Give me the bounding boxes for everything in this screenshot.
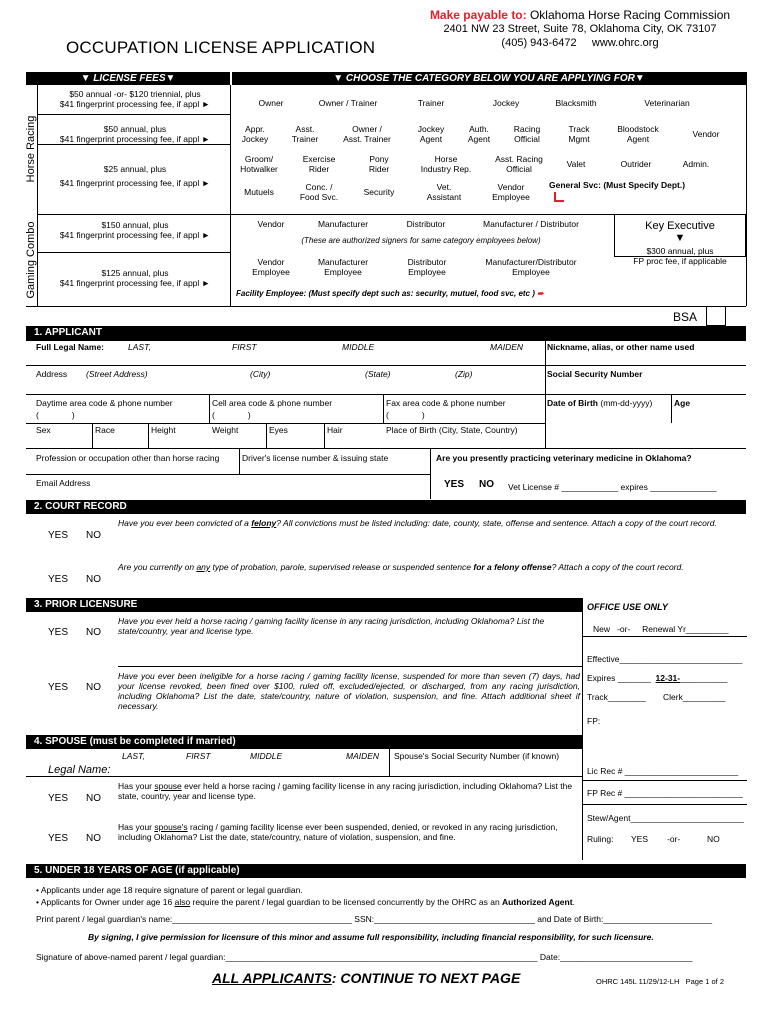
street-label: (Street Address) [86,369,148,379]
side-label-horse-racing: Horse Racing [24,85,38,214]
office-fp[interactable]: FP: [587,716,601,726]
middle-name-label: MIDDLE [342,342,375,352]
category-owner[interactable]: Owner [258,98,284,108]
prior-q1-no[interactable]: NO [86,627,101,638]
fee-appr-jockey: $50 annual, plus $41 fingerprint processing fee, if appl ► [59,124,211,144]
office-ruling-yes[interactable]: YES [631,834,649,844]
category-exercise-rider[interactable]: Exercise Rider [302,154,336,174]
category-mutuels[interactable]: Mutuels [244,187,274,197]
gaming-facility-employee[interactable]: Facility Employee: (Must specify dept such as: security, mutuel, food svc, etc ) ➨ [236,289,544,298]
minor-bullet-2: • Applicants for Owner under age 16 also require the parent / legal guardian to be licensed concurrently by the OHRC as an Authorized Agent. [36,897,575,907]
full-legal-name-label: Full Legal Name: [36,342,105,352]
office-ruling-no[interactable]: NO [707,834,720,844]
form-id: OHRC 145L 11/29/12-LH Page 1 of 2 [596,977,724,986]
fax-label: Fax area code & phone number [386,398,506,408]
office-track[interactable]: Track________ [587,692,646,702]
spouse-q2-no[interactable]: NO [86,833,101,844]
profession-label: Profession or occupation other than horse racing [36,453,220,463]
vet-practice-question: Are you presently practicing veterinary medicine in Oklahoma? [436,453,692,463]
form-title: OCCUPATION LICENSE APPLICATION [66,38,376,57]
category-general-svc[interactable]: General Svc: (Must Specify Dept.) [549,180,686,190]
full-legal-name-field[interactable] [26,340,544,365]
commission-address: 2401 NW 23 Street, Suite 78, Oklahoma City, OK 73107 [443,23,717,35]
spouse-suspended-question: Has your spouse's racing / gaming facility license ever been suspended, denied, or revoked in any racing jurisdiction, including Oklahoma? List the date, state/country, nature of violation, suspension, and fine. [118,822,558,842]
maiden-name-label: MAIDEN [490,342,524,352]
category-bloodstock-agent[interactable]: Bloodstock Agent [617,124,659,144]
category-conc-food-svc[interactable]: Conc. / Food Svc. [299,182,339,202]
category-vendor[interactable]: Vendor [692,129,720,139]
age-label: Age [674,398,691,408]
prior-q2-no[interactable]: NO [86,682,101,693]
section-prior-header: 3. PRIOR LICENSURE [26,598,582,612]
prior-q2-yes[interactable]: YES [48,682,69,693]
court-felony-question: Have you ever been convicted of a felony? All convictions must be listed including: date, county, state, offense and sentence. Attach a copy of the court record. [118,518,717,528]
category-horse-industry-rep[interactable]: Horse Industry Rep. [420,154,472,174]
sex-label: Sex [36,425,51,435]
daytime-phone-field[interactable]: ( ) [36,410,75,420]
gaming-distributor[interactable]: Distributor [406,219,446,229]
payable-org: Oklahoma Horse Racing Commission [526,8,731,22]
category-veterinarian[interactable]: Veterinarian [644,98,690,108]
spouse-middle-label: MIDDLE [250,751,283,761]
court-q2-yes[interactable]: YES [48,574,69,585]
prior-q1-yes[interactable]: YES [48,627,69,638]
fee-groom: $25 annual, plus $41 fingerprint processing fee, if appl ► [59,164,211,188]
category-header: ▼ CHOOSE THE CATEGORY BELOW YOU ARE APPLYING FOR▼ [232,72,746,85]
prior-held-question: Have you ever held a horse racing / gaming facility license in any racing jurisdiction, including Oklahoma? List the state/country, year and license type. [118,616,545,636]
category-security[interactable]: Security [363,187,395,197]
prior-ineligible-question: Have you ever been ineligible for a horse racing / gaming facility license, suspended for more than seven (7) days, had your license revoked, been fined over $100, ruled off, excluded/ejected, or discharged, from any racing jurisdiction, including Oklahoma? List the date, state/country, nature of violation, suspension, and fine. Attach additional sheet if necessary. [118,671,580,711]
address-field[interactable] [26,365,544,394]
fee-vendor: $150 annual, plus $41 fingerprint processing fee, if appl ► [59,220,211,240]
zip-label: (Zip) [455,369,473,379]
section-applicant-header: 1. APPLICANT [26,326,746,340]
vet-yes-option[interactable]: YES [444,479,465,490]
office-expires[interactable]: Expires _______ 12-31-__________ [587,673,728,683]
category-groom-hotwalker[interactable]: Groom/ Hotwalker [240,154,278,174]
category-trainer[interactable]: Trainer [417,98,445,108]
gaming-distributor-employee[interactable]: Distributor Employee [407,257,447,277]
category-vendor-employee[interactable]: Vendor Employee [492,182,530,202]
gaming-vendor-employee[interactable]: Vendor Employee [252,257,290,277]
guardian-name-ssn-dob-field[interactable]: Print parent / legal guardian's name:______________________________________ SSN:__________________________________ and Date of Birth:_______________________ [36,914,713,924]
gaming-vendor[interactable]: Vendor [257,219,285,229]
height-label: Height [151,425,176,435]
spouse-maiden-label: MAIDEN [346,751,380,761]
category-owner-asst-trainer[interactable]: Owner / Asst. Trainer [343,124,391,144]
spouse-q1-no[interactable]: NO [86,793,101,804]
spouse-legal-name-field[interactable] [110,762,388,776]
bsa-label: BSA [673,310,698,324]
key-executive-arrow-icon: ▼ [674,232,686,244]
office-use-title: OFFICE USE ONLY [587,602,668,612]
court-q1-yes[interactable]: YES [48,530,69,541]
city-label: (City) [250,369,271,379]
spouse-q1-yes[interactable]: YES [48,793,69,804]
section-minor-header: 5. UNDER 18 YEARS OF AGE (if applicable) [26,864,746,878]
category-outrider[interactable]: Outrider [620,159,652,169]
payable-to [420,8,740,22]
fax-field[interactable]: ( ) [386,410,425,420]
license-fees-header: ▼ LICENSE FEES▼ [26,72,230,85]
facility-arrow-icon: ➨ [537,289,544,298]
fee-owner: $50 annual -or- $120 triennial, plus $41 fingerprint processing fee, if appl ► [59,89,211,109]
office-ruling-or: -or- [667,834,681,844]
state-label: (State) [365,369,391,379]
category-appr-jockey[interactable]: Appr. Jockey [241,124,269,144]
key-executive-fee: $300 annual, plus FP proc fee, if applicable [633,246,727,266]
gaming-manufacturer-distributor[interactable]: Manufacturer / Distributor [483,219,579,229]
category-pony-rider[interactable]: Pony Rider [368,154,390,174]
dob-label: Date of Birth (mm-dd-yyyy) [547,398,653,408]
spouse-ssn-label: Spouse's Social Security Number (if known) [394,751,560,761]
gaming-signers-note: (These are authorized signers for same category employees below) [301,236,541,245]
cell-phone-label: Cell area code & phone number [212,398,333,408]
bsa-checkbox[interactable] [706,306,726,326]
section-court-header: 2. COURT RECORD [26,500,746,514]
spouse-legal-name-label: Legal Name: [48,764,111,776]
category-admin[interactable]: Admin. [682,159,710,169]
minor-bullet-1: • Applicants under age 18 require signature of parent or legal guardian. [36,885,303,895]
continue-next-page: ALL APPLICANTS: CONTINUE TO NEXT PAGE [212,970,521,986]
category-valet[interactable]: Valet [566,159,586,169]
gaming-manufacturer-employee[interactable]: Manufacturer Employee [317,257,369,277]
nickname-label: Nickname, alias, or other name used [547,342,695,352]
gaming-manufacturer[interactable]: Manufacturer [317,219,369,229]
ssn-label: Social Security Number [547,369,643,379]
office-clerk[interactable]: Clerk_________ [663,692,726,702]
spouse-last-label: LAST, [122,751,145,761]
office-lic-rec[interactable]: Lic Rec # ________________________ [587,766,739,776]
last-name-label: LAST, [128,342,151,352]
spouse-held-question: Has your spouse ever held a horse racing / gaming facility license in any racing jurisdiction, including Oklahoma? List the state, country, year and license type. [118,781,573,801]
eyes-label: Eyes [269,425,288,435]
office-stew-agent[interactable]: Stew/Agent________________________ [587,813,744,823]
hair-label: Hair [327,425,343,435]
fee-vendor-employee: $125 annual, plus $41 fingerprint processing fee, if appl ► [59,268,211,288]
spouse-first-label: FIRST [186,751,211,761]
gaming-manu-dist-employee[interactable]: Manufacturer/Distributor Employee [485,257,577,277]
general-svc-arrow-icon [554,192,564,202]
first-name-label: FIRST [232,342,257,352]
spouse-q2-yes[interactable]: YES [48,833,69,844]
office-ruling-label: Ruling: [587,834,614,844]
office-fp-rec[interactable]: FP Rec # _________________________ [587,788,743,798]
race-label: Race [95,425,115,435]
license-table [26,72,746,306]
address-label: Address [36,369,68,379]
office-effective[interactable]: Effective__________________________ [587,654,743,664]
minor-consent-statement: By signing, I give permission for licensure of this minor and assume full responsibility, including financial responsibility, for such licensure. [88,932,654,942]
daytime-phone-label: Daytime area code & phone number [36,398,173,408]
cell-phone-field[interactable]: ( ) [212,410,251,420]
drivers-license-label: Driver's license number & issuing state [242,453,389,463]
birthplace-label: Place of Birth (City, State, Country) [386,425,518,435]
key-executive-label: Key Executive [645,220,715,232]
category-asst-trainer[interactable]: Asst. Trainer [291,124,319,144]
payable-label: Make payable to: [429,8,527,22]
category-racing-official[interactable]: Racing Official [513,124,541,144]
office-use-panel [582,598,746,860]
section-spouse-header: 4. SPOUSE (must be completed if married) [26,735,582,749]
category-asst-racing-official[interactable]: Asst. Racing Official [495,154,543,174]
category-track-mgmt[interactable]: Track Mgmt [568,124,590,144]
category-auth-agent[interactable]: Auth. Agent [467,124,491,144]
side-label-gaming-combo: Gaming Combo [24,214,38,306]
guardian-signature-field[interactable]: Signature of above-named parent / legal guardian:__________________________________________________________________ Date:____________________________ [36,952,693,962]
weight-label: Weight [212,425,239,435]
vet-no-option[interactable]: NO [479,479,494,490]
email-label: Email Address [36,478,91,488]
category-vet-assistant[interactable]: Vet. Assistant [426,182,462,202]
court-q2-no[interactable]: NO [86,574,101,585]
office-new-renewal[interactable]: New -or- Renewal Yr_________ [593,624,729,634]
category-jockey[interactable]: Jockey [492,98,520,108]
court-probation-question: Are you currently on any type of probation, parole, supervised release or suspended sentence for a felony offense? Attach a copy of the court record. [118,562,684,572]
category-jockey-agent[interactable]: Jockey Agent [417,124,445,144]
ssn-field[interactable] [545,365,746,394]
nickname-field[interactable] [545,340,746,365]
vet-license-field[interactable]: Vet License # ____________ expires ______________ [508,482,717,492]
category-owner-trainer[interactable]: Owner / Trainer [318,98,378,108]
commission-phone-web: (405) 943-6472 www.ohrc.org [501,37,659,49]
category-blacksmith[interactable]: Blacksmith [555,98,597,108]
court-q1-no[interactable]: NO [86,530,101,541]
